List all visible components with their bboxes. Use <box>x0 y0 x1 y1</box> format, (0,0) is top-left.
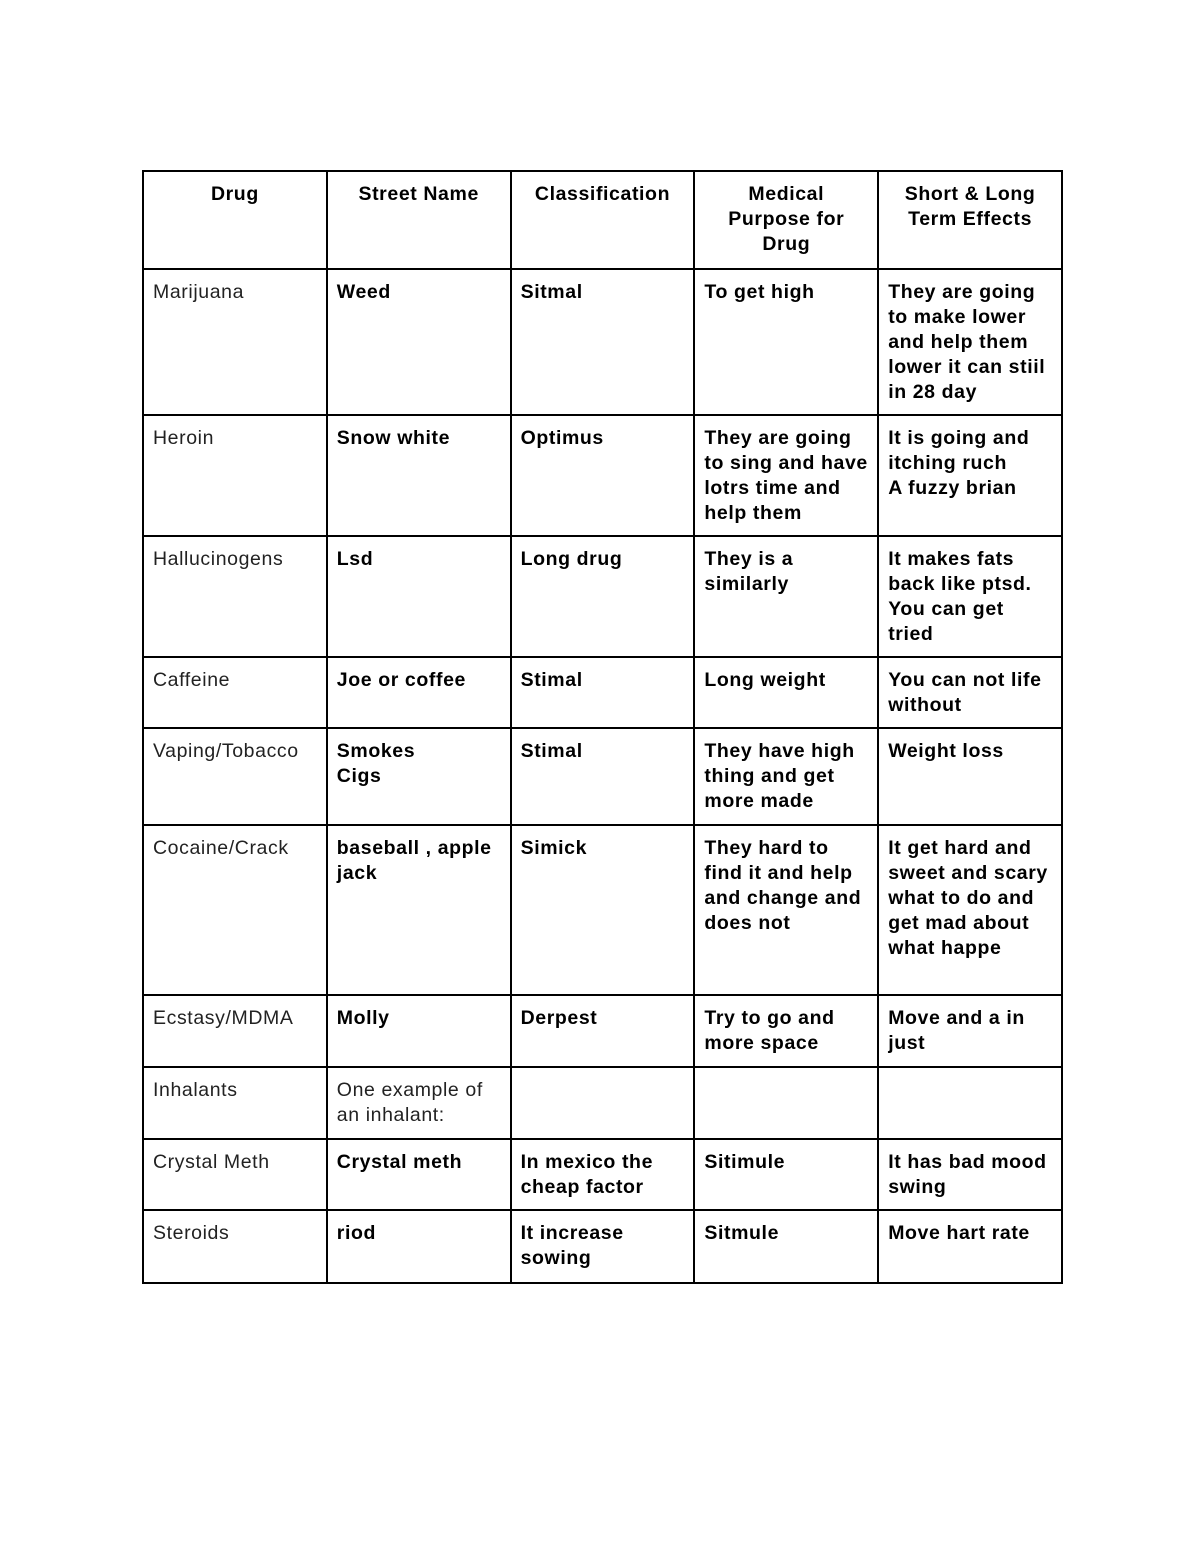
cell-classification: Simick <box>511 825 695 995</box>
cell-classification: In mexico the cheap factor <box>511 1139 695 1210</box>
cell-street-name <box>327 728 511 825</box>
cell-street-name: Joe or coffee <box>327 657 511 728</box>
cell-street-name: Weed <box>327 269 511 415</box>
cell-drug: Heroin <box>143 415 327 536</box>
cell-classification: Derpest <box>511 995 695 1067</box>
cell-medical-purpose: They is a similarly <box>694 536 878 657</box>
cell-street-name: One example of an inhalant: <box>327 1067 511 1139</box>
cell-street-name: baseball , apple jack <box>327 825 511 995</box>
cell-classification <box>511 1067 695 1139</box>
cell-effects: It has bad mood swing <box>878 1139 1062 1210</box>
cell-classification: Long drug <box>511 536 695 657</box>
header-medical-purpose: Medical Purpose for Drug <box>694 171 878 269</box>
table-row <box>143 536 1062 657</box>
table-row <box>143 1139 1062 1210</box>
header-classification: Classification <box>511 171 695 269</box>
cell-medical-purpose: They have high thing and get more made <box>694 728 878 825</box>
cell-classification: It increase sowing <box>511 1210 695 1283</box>
table-row <box>143 825 1062 995</box>
cell-street-name: riod <box>327 1210 511 1283</box>
cell-street-name: Lsd <box>327 536 511 657</box>
cell-drug: Cocaine/Crack <box>143 825 327 995</box>
cell-medical-purpose: Sitmule <box>694 1210 878 1283</box>
cell-drug: Inhalants <box>143 1067 327 1139</box>
cell-effects: Weight loss <box>878 728 1062 825</box>
cell-classification: Stimal <box>511 728 695 825</box>
drug-table <box>142 170 1063 1284</box>
cell-effects: They are going to make lower and help them lower it can stiil in 28 day <box>878 269 1062 415</box>
cell-drug: Steroids <box>143 1210 327 1283</box>
cell-drug: Caffeine <box>143 657 327 728</box>
street-name-line: Cigs <box>336 765 382 787</box>
table-row <box>143 995 1062 1067</box>
cell-medical-purpose <box>694 1067 878 1139</box>
cell-effects: Move and a in just <box>878 995 1062 1067</box>
effects-line: It is going and itching ruch <box>888 427 1030 474</box>
cell-medical-purpose: They are going to sing and have lotrs time and help them <box>694 415 878 536</box>
cell-street-name: Snow white <box>327 415 511 536</box>
cell-effects: It get hard and sweet and scary what to do and get mad about what happe <box>878 825 1062 995</box>
table-row <box>143 1067 1062 1139</box>
cell-drug: Marijuana <box>143 269 327 415</box>
cell-effects: You can not life without <box>878 657 1062 728</box>
cell-street-name: Crystal meth <box>327 1139 511 1210</box>
cell-effects <box>878 415 1062 536</box>
effects-line: A fuzzy brian <box>888 477 1017 499</box>
table-row <box>143 728 1062 825</box>
cell-drug: Crystal Meth <box>143 1139 327 1210</box>
table-row <box>143 269 1062 415</box>
table-row <box>143 1210 1062 1283</box>
cell-classification: Stimal <box>511 657 695 728</box>
header-row <box>143 171 1062 269</box>
header-drug: Drug <box>143 171 327 269</box>
cell-medical-purpose: Long weight <box>694 657 878 728</box>
cell-effects: It makes fats back like ptsd. You can get tried <box>878 536 1062 657</box>
cell-street-name: Molly <box>327 995 511 1067</box>
cell-drug: Hallucinogens <box>143 536 327 657</box>
cell-medical-purpose: Try to go and more space <box>694 995 878 1067</box>
cell-classification: Sitmal <box>511 269 695 415</box>
header-effects: Short & Long Term Effects <box>878 171 1062 269</box>
cell-classification: Optimus <box>511 415 695 536</box>
table-row <box>143 415 1062 536</box>
cell-medical-purpose: Sitimule <box>694 1139 878 1210</box>
table-row <box>143 657 1062 728</box>
cell-drug: Ecstasy/MDMA <box>143 995 327 1067</box>
cell-effects: Move hart rate <box>878 1210 1062 1283</box>
cell-drug: Vaping/Tobacco <box>143 728 327 825</box>
cell-effects <box>878 1067 1062 1139</box>
cell-medical-purpose: They hard to find it and help and change and does not <box>694 825 878 995</box>
header-street-name: Street Name <box>327 171 511 269</box>
cell-medical-purpose: To get high <box>694 269 878 415</box>
street-name-line: Smokes <box>336 740 416 762</box>
